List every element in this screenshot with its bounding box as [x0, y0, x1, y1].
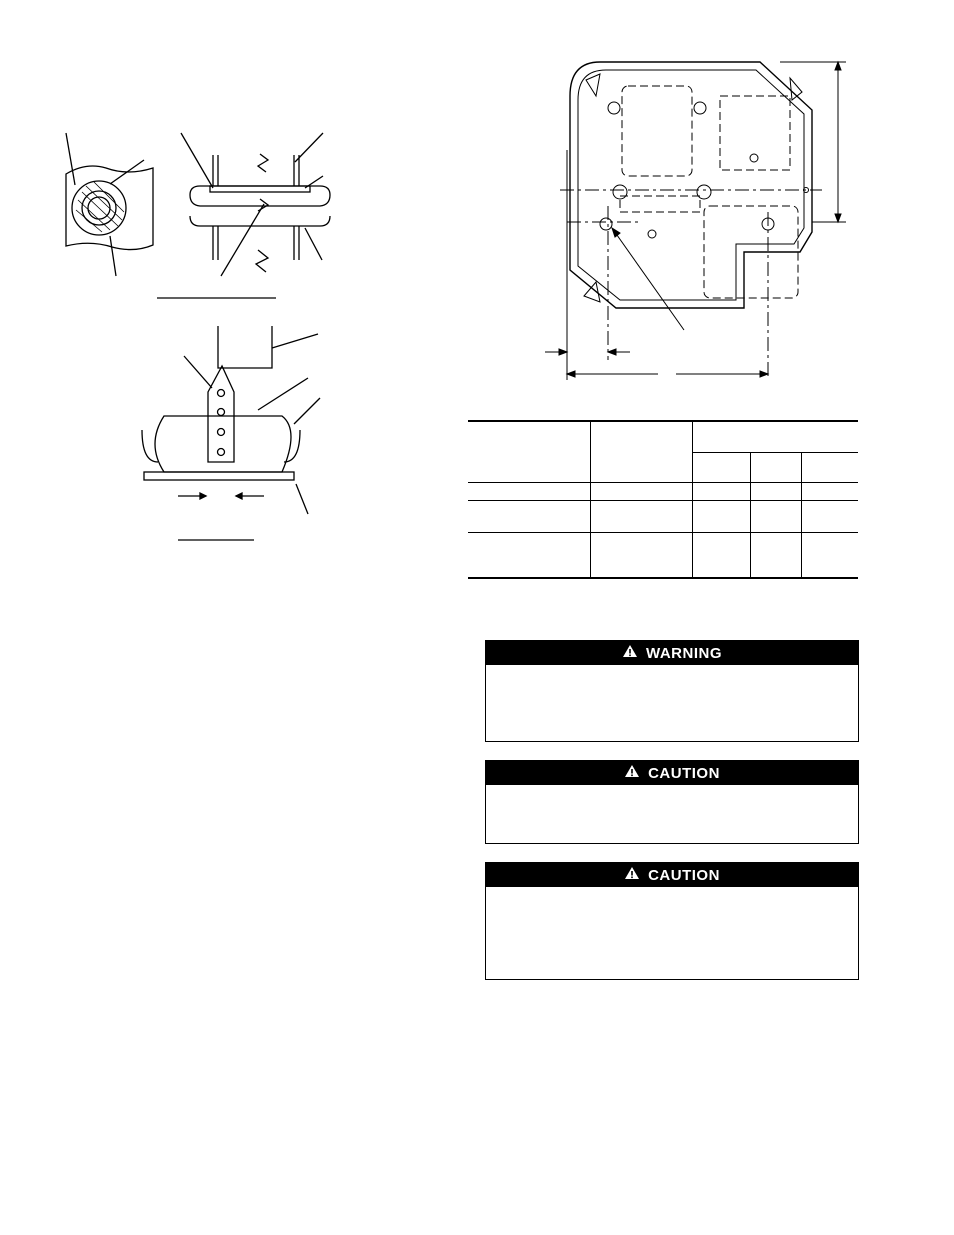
warning-triangle-icon	[622, 644, 638, 662]
warning-title: WARNING	[646, 644, 722, 662]
caution-header-1	[486, 761, 858, 785]
caution-box-1	[485, 760, 859, 844]
warning-triangle-icon	[624, 866, 640, 884]
caution-title-2: CAUTION	[648, 866, 720, 884]
dimension-table	[468, 420, 858, 580]
warning-box	[485, 640, 859, 742]
caution-title-1: CAUTION	[648, 764, 720, 782]
warning-triangle-icon	[624, 764, 640, 782]
warning-header	[486, 641, 858, 665]
caution-header-2	[486, 863, 858, 887]
caution-box-2	[485, 862, 859, 980]
